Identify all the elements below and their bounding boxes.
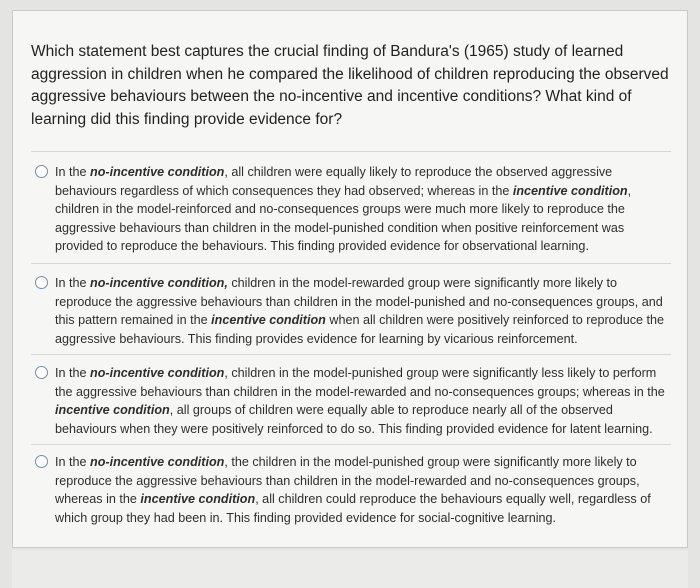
divider	[31, 354, 671, 355]
divider	[31, 444, 671, 445]
next-card-edge	[12, 550, 688, 588]
radio-button-1[interactable]	[35, 165, 48, 178]
option-3-text[interactable]: In the no-incentive condition, children in the model-punished group were significantly less likely to perform the aggressive behaviours than children in the model-rewarded and no-consequences groups; whereas in the incentive condition, all groups of children were equally able to reproduce nearly all of the observed behaviours when they were positively reinforced to do so. This finding provided evidence for latent learning.	[55, 366, 665, 436]
question-card	[12, 10, 688, 548]
radio-button-4[interactable]	[35, 455, 48, 468]
divider	[31, 151, 671, 152]
radio-button-2[interactable]	[35, 276, 48, 289]
option-2-text[interactable]: In the no-incentive condition, children in the model-rewarded group were significantly more likely to reproduce the aggressive behaviours than children in the model-punished and no-consequences groups, and this pattern remained in the incentive condition when all children were positively reinforced to reproduce the aggressive behaviours. This finding provides evidence for learning by vicarious reinforcement.	[55, 276, 665, 346]
option-4-text[interactable]: In the no-incentive condition, the children in the model-punished group were significantly more likely to reproduce the aggressive behaviours than children in the model-rewarded and no-consequences groups, whereas in the incentive condition, all children could reproduce the behaviours equally well, regardless of which group they had been in. This finding provided evidence for social-cognitive learning.	[55, 455, 651, 525]
question-text: Which statement best captures the crucial finding of Bandura's (1965) study of learned aggression in children when he compared the likelihood of children reproducing the observed aggressive behaviours between the no-incentive and incentive conditions? What kind of learning did this finding provide evidence for?	[31, 43, 669, 128]
radio-button-3[interactable]	[35, 366, 48, 379]
divider	[31, 263, 671, 264]
option-1-text[interactable]: In the no-incentive condition, all children were equally likely to reproduce the observed aggressive behaviours regardless of which consequences they had observed; whereas in the incentive condition, children in the model-reinforced and no-consequences groups were much more likely to reproduce the aggressive behaviours than children in the model-punished condition when positive reinforcement was provided to reproduce the behaviours. This finding provided evidence for observational learning.	[55, 165, 632, 253]
